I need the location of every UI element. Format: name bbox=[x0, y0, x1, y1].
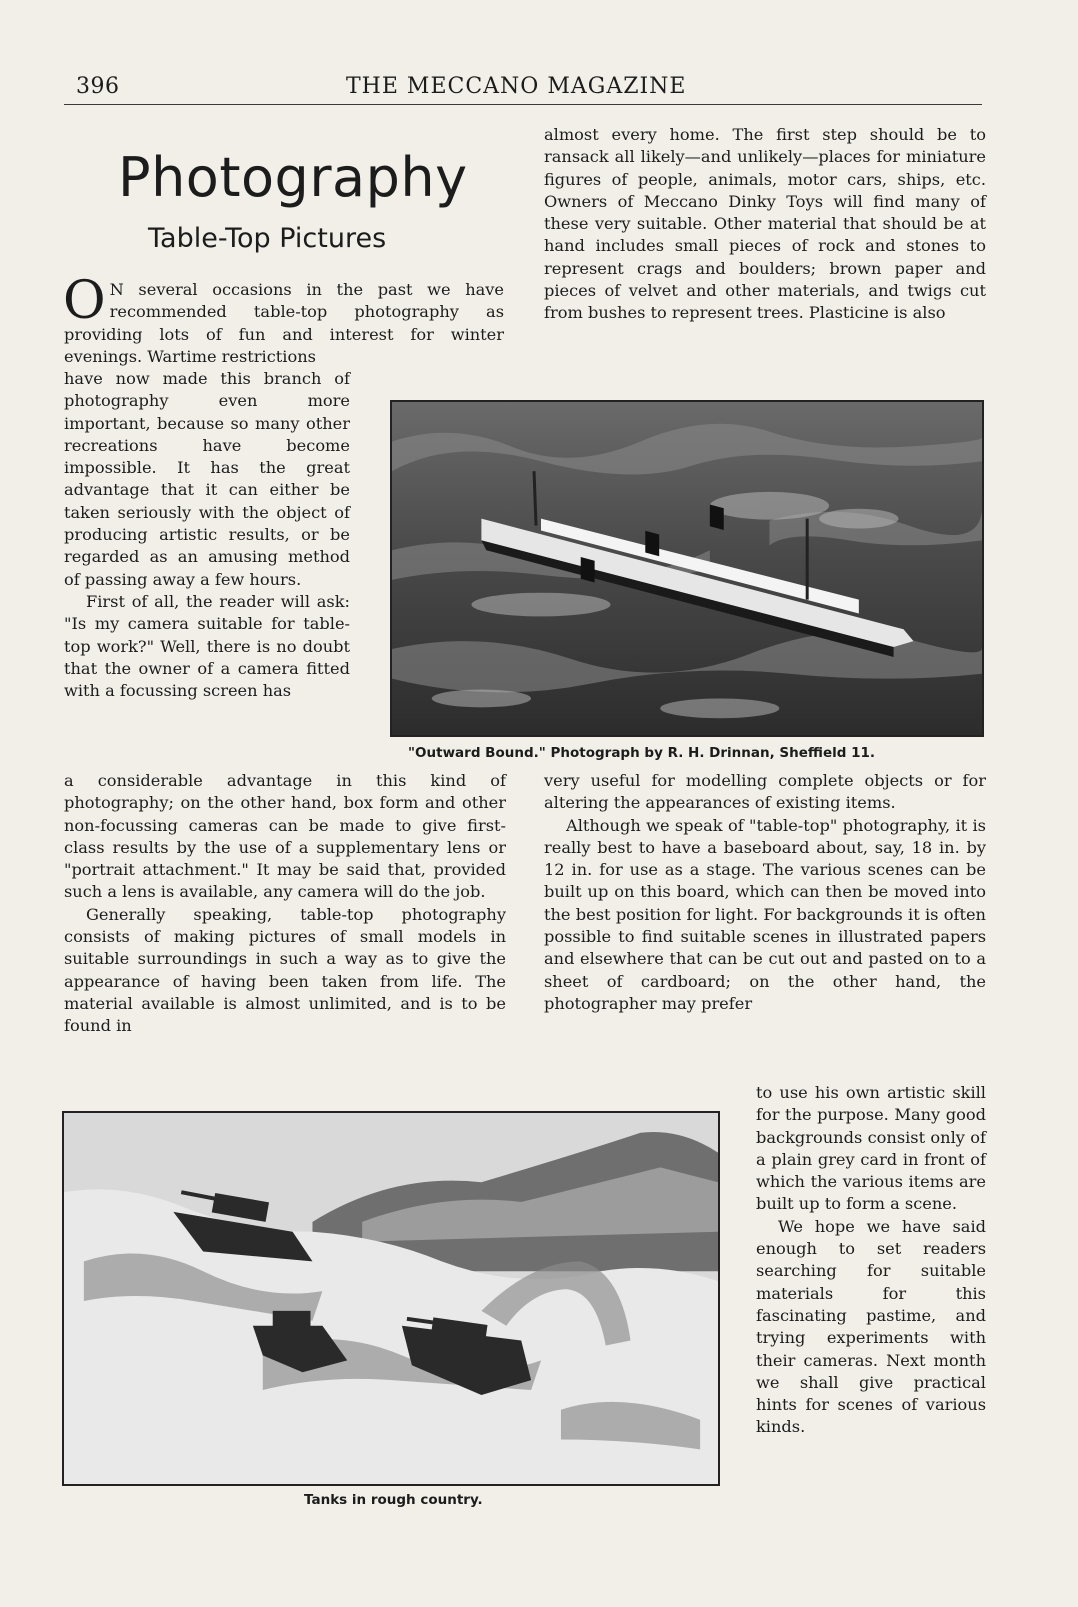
article-title: Photography bbox=[118, 146, 468, 209]
tanks-photograph bbox=[62, 1111, 720, 1486]
baseboard-paragraph: Although we speak of "table-top" photography, it is really best to have a baseboard about, say, 18 in. by 12 in. for use as a stage. The various scenes can be built up on this board, which can then be moved into the best position for light. For backgrounds it is often possible to find suitable scenes in illustrated papers and elsewhere that can be cut out and pasted on to a sheet of cardboard; on the other hand, the photographer may prefer bbox=[544, 815, 986, 1013]
camera-paragraph-start: First of all, the reader will ask: "Is my camera suitable for table-top work?" Well, there is no doubt that the owner of a camera fitted with a focussing screen has bbox=[64, 591, 350, 701]
magazine-title: THE MECCANO MAGAZINE bbox=[346, 74, 687, 99]
page-number: 396 bbox=[76, 74, 120, 99]
ship-photograph bbox=[390, 400, 984, 737]
ship-photo-image bbox=[392, 402, 982, 735]
tanks-photo-image bbox=[64, 1113, 718, 1484]
backgrounds-paragraph-end: to use his own artistic skill for the purpose. Many good backgrounds consist only of a plain grey card in front of which the various items are built up to form a scene. bbox=[756, 1083, 986, 1214]
closing-paragraph: We hope we have said enough to set readers searching for suitable materials for this fascinating pastime, and trying experiments with their cameras. Next month we shall give practical hints for scenes of various kinds. bbox=[756, 1216, 986, 1437]
right-lower-column bbox=[544, 770, 986, 1015]
materials-paragraph-end: very useful for modelling complete objects or for altering the appearances of existing items. bbox=[544, 771, 986, 813]
drop-cap: O bbox=[63, 271, 106, 331]
intro-paragraph-continued: have now made this branch of photography even more important, because so many other recreations have become impossible. It has the great advantage that it can either be taken seriously with the object of producing artistic results, or be regarded as an amusing method of passing away a few hours. bbox=[64, 369, 350, 589]
right-narrow-column bbox=[756, 1082, 986, 1439]
intro-paragraph-lead bbox=[63, 271, 504, 368]
left-narrow-column bbox=[64, 368, 350, 702]
ship-photo-caption: "Outward Bound." Photograph by R. H. Drinnan, Sheffield 11. bbox=[408, 745, 876, 761]
left-lower-column bbox=[64, 770, 506, 1038]
intro-lead-text: N several occasions in the past we have recommended table-top photography as providing lots of fun and interest for winter evenings. Wartime restrictions bbox=[64, 280, 504, 366]
materials-paragraph-start: Generally speaking, table-top photography consists of making pictures of small models in suitable surroundings in such a way as to give the appearance of having been taken from life. The material available is almost unlimited, and is to be found in bbox=[64, 904, 506, 1036]
camera-paragraph-end: a considerable advantage in this kind of photography; on the other hand, box form and other non-focussing cameras can be made to give first-class results by the use of a supplementary lens or "portrait attachment." It may be said that, provided such a lens is available, any camera will do the job. bbox=[64, 771, 506, 902]
header-rule bbox=[64, 104, 982, 105]
tanks-photo-caption: Tanks in rough country. bbox=[304, 1492, 483, 1508]
article-subtitle: Table-Top Pictures bbox=[148, 223, 387, 254]
materials-paragraph-continued: almost every home. The first step should be to ransack all likely—and unlikely—places for miniature figures of people, animals, motor cars, ships, etc. Owners of Meccano Dinky Toys will find many of these very suitable. Other material that should be at hand includes small pieces of rock and stones to represent crags and boulders; brown paper and pieces of velvet and other materials, and twigs cut from bushes to represent trees. Plasticine is also bbox=[544, 125, 986, 323]
right-top-column bbox=[544, 124, 986, 325]
